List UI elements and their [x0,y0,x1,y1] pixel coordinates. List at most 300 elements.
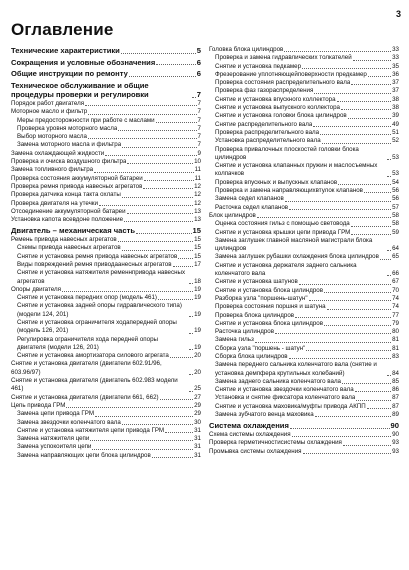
toc-entry-title: Замена топливного фильтра [11,166,94,174]
toc-entry-page: 19 [194,285,201,293]
dot-leader [127,213,194,214]
toc-entry-page: 7 [197,124,201,132]
dot-leader [144,180,194,181]
dot-leader [105,155,196,156]
toc-entry [209,448,399,456]
toc-entry-page: 49 [392,120,399,128]
toc-entry-page: 37 [392,87,399,95]
toc-entry-title: Порядок работ двигателя [11,99,85,107]
toc-entry [11,402,201,410]
toc-entry-title: Разборка узла "поршень-шатун" [215,294,308,302]
toc-entry [11,452,201,460]
toc-entry-title: Техническое обслуживание и общие процедуры проверки и регулировки [11,80,149,100]
toc-entry-page: 56 [392,195,399,203]
dot-leader [367,408,391,409]
toc-entry-title: Проверка и замена направляющихвтулок клапанов [215,187,363,195]
toc-section-entry [11,69,201,79]
dot-leader [88,138,197,139]
toc-entry [209,345,399,353]
toc-entry-title: Замена натяжителя цепи [17,435,90,443]
dot-leader [192,97,196,98]
toc-entry-title: Снятие и установка амортизатора силового агрегата [17,352,169,360]
dot-leader [368,76,391,77]
toc-entry-title: Проверка состояния аккумуляторной батареи [11,174,143,182]
toc-entry-title: Проверка ремня привода навесных агрегатов [11,182,143,190]
toc-entry-title: Проверка состояния поршня и шатуна [215,303,326,311]
toc-entry [209,46,399,54]
dot-leader [189,333,193,334]
toc-entry [209,121,399,129]
toc-entry-title: Проверка привалочных плоскостей головки блока цилиндров [215,145,359,161]
toc-entry-title: Двигатель – механическая часть [11,226,136,236]
dot-leader [257,217,391,218]
toc-entry-page: 19 [194,294,201,302]
dot-leader [66,407,193,408]
toc-entry-title: Проверка впускных и выпускных клапанов [215,178,338,186]
toc-entry-page: 54 [392,178,399,186]
toc-entry [11,100,201,108]
toc-entry-page: 85 [392,377,399,385]
toc-entry-title: Промывка системы охлаждения [209,447,302,455]
toc-entry-title: Замена охлаждающей жидкости [11,149,105,157]
toc-entry-page: 79 [392,319,399,327]
toc-entry [209,378,399,386]
toc-entry [11,208,201,216]
toc-entry-page: 87 [392,394,399,402]
toc-entry-title: Снятие и установка двигателя (двигатели 661, 662) [11,393,159,401]
toc-entry-page: 10 [194,158,201,166]
dot-leader [299,284,391,285]
toc-entry-page: 31 [194,451,201,459]
toc-entry [209,386,399,394]
toc-entry [209,320,399,328]
toc-entry [11,236,201,244]
dot-leader [302,68,391,69]
toc-right-column [209,46,399,456]
toc-entry-title: Цепь привода ГРМ [11,401,66,409]
toc-entry-page: 57 [392,203,399,211]
toc-entry-page: 15 [192,226,201,236]
toc-entry-page: 64 [392,245,399,253]
toc-entry-page: 13 [194,207,201,215]
toc-entry-title: Замена зубчатого венца маховика [215,411,314,419]
dot-leader [351,234,391,235]
toc-entry-page: 15 [194,252,201,260]
toc-entry-page: 29 [194,410,201,418]
dot-leader [348,118,391,119]
toc-entry [11,302,201,319]
toc-entry-title: Проверка блока цилиндров [215,311,295,319]
toc-entry-title: Сокращения и условные обозначения [11,57,156,67]
dot-leader [189,316,193,317]
toc-entry [11,336,201,353]
toc-entry-page: 37 [392,79,399,87]
toc-entry-title: Замена гильз [215,336,254,344]
dot-leader [158,299,193,300]
toc-entry-page: 31 [194,426,201,434]
dot-leader [387,375,391,376]
toc-entry-page: 93 [392,439,399,447]
dot-leader [178,258,193,259]
dot-leader [189,349,193,350]
toc-entry-title: Блок цилиндров [209,211,256,219]
dot-leader [284,51,391,52]
toc-entry [209,303,399,311]
toc-entry-title: Снятие и установка блока цилиндров [215,286,323,294]
toc-entry [209,361,399,378]
toc-entry-page: 59 [392,228,399,236]
toc-entry [209,229,399,237]
toc-entry [11,216,201,224]
toc-entry-title: Снятие распределительного вала [215,120,313,128]
toc-entry-title: Снятие и установка натяжителя ременнпривода навесных агрегатов [17,269,186,285]
toc-section-entry [11,226,201,236]
toc-entry-title: Выбор моторного масла [17,133,87,141]
dot-leader [313,126,391,127]
toc-entry [209,262,399,279]
toc-entry-page: 53 [392,170,399,178]
toc-entry [11,150,201,158]
toc-entry-page: 81 [392,336,399,344]
toc-entry-page: 33 [392,46,399,53]
toc-entry-title: Сборка блока цилиндров [215,352,288,360]
toc-entry-page: 38 [392,104,399,112]
toc-entry-page: 81 [392,344,399,352]
toc-entry-page: 20 [194,368,201,376]
toc-entry-title: Снятие и установка маховика/муфты привода АКПП [215,402,366,410]
toc-entry [209,287,399,295]
dot-leader [322,143,391,144]
dot-leader [92,449,193,450]
toc-entry-page: 11 [194,174,201,182]
toc-entry [209,104,399,112]
toc-entry-title: Замена переднего сальника коленчатого вала (снятие и установка демпфера крутильных колебаний) [215,361,377,377]
toc-entry-page: 80 [392,328,399,336]
dot-leader [122,147,196,148]
toc-entry-title: Проверка состояния распределительного вала [215,79,351,87]
dot-leader [189,391,193,392]
toc-entry-title: Установка распределительного вала [215,137,321,145]
toc-entry-page: 7 [197,108,201,116]
toc-entry [209,394,399,402]
toc-entry [11,117,201,125]
page-number: 3 [396,9,402,19]
dot-leader [387,250,391,251]
toc-entry-page: 7 [197,116,201,124]
dot-leader [95,416,193,417]
toc-entry-title: Схема системы охлаждения [209,430,291,438]
toc-entry-title: Замена заглушек рубашки охлаждения блока цилиндров [215,253,379,261]
dot-leader [343,445,391,446]
toc-entry-title: Расточка седел клапанов [215,203,289,211]
dot-leader [165,432,193,433]
toc-entry-title: Проверка и очиска воздушного фильтра [11,158,127,166]
dot-leader [341,109,391,110]
toc-entry-page: 53 [392,153,399,161]
toc-entry-page: 70 [392,286,399,294]
toc-entry-title: Снятие и установка блока цилиндров [215,319,323,327]
toc-entry [209,353,399,361]
dot-leader [255,342,391,343]
dot-leader [338,184,391,185]
toc-entry-title: Снятие и установка натяжителя цепи привода ГРМ [17,426,165,434]
dot-leader [118,130,196,131]
dot-leader [143,188,193,189]
toc-entry [11,419,201,427]
toc-entry-title: Система охлаждения [209,421,289,431]
dot-leader [156,122,197,123]
toc-entry [11,319,201,336]
toc-entry-title: Замена заднего сальника коленчатого вала [215,377,341,385]
toc-entry-page: 7 [197,141,201,149]
toc-entry [11,410,201,418]
dot-leader [387,176,391,177]
toc-entry-page: 17 [194,260,201,268]
toc-entry [11,294,201,302]
toc-entry [209,137,399,145]
toc-entry-title: Замена цепи привода ГРМ [17,410,94,418]
toc-entry-title: Снятие и установка выпускного коллектора [215,104,340,112]
toc-entry-page: 67 [392,278,399,286]
toc-entry-page: 86 [392,386,399,394]
toc-entry-page: 25 [194,385,201,393]
toc-entry-page: 19 [194,327,201,335]
toc-entry [209,71,399,79]
toc-entry [11,269,201,286]
toc-entry-page: 89 [392,411,399,419]
dot-leader [90,440,193,441]
toc-entry-title: Снятие и установка двигателя (двигатели 602.91/96, 603.96/97) [11,360,162,376]
toc-entry-page: 31 [194,443,201,451]
toc-entry-page: 65 [392,253,399,261]
toc-entry [11,427,201,435]
toc-entry-title: Снятие и установка задней опоры гидравлического типа) (модели 124, 201) [17,302,182,318]
toc-entry-page: 7 [197,133,201,141]
toc-entry-title: Проверка датчика конца такта охлаты [11,191,121,199]
toc-entry-title: Снятие и установка головки блока цилиндров [215,112,347,120]
toc-entry-page: 36 [392,70,399,78]
toc-entry [209,212,399,220]
toc-entry [209,112,399,120]
toc-entry [11,108,201,116]
toc-entry-title: Схемы привода навесных агрегатов [17,244,121,252]
dot-leader [337,101,392,102]
toc-entry-page: 74 [392,303,399,311]
toc-entry-page: 19 [194,310,201,318]
toc-entry [209,237,399,254]
toc-entry [209,195,399,203]
toc-entry-page: 35 [392,62,399,70]
toc-entry-page: 56 [392,187,399,195]
dot-leader [152,457,193,458]
toc-entry [209,54,399,62]
toc-entry-title: Виды повреждений ремня приводаанесных агрегатов [17,260,172,268]
dot-leader [121,53,196,54]
toc-entry-page: 7 [196,90,201,100]
dot-leader [320,134,391,135]
toc-entry-title: Регулировка ограничителя хода передней опоры двигателя (модели 126, 201) [17,335,158,351]
toc-entry [209,79,399,87]
dot-leader [327,309,391,310]
dot-leader [303,453,392,454]
toc-entry [11,158,201,166]
toc-entry [209,403,399,411]
dot-leader [355,391,391,392]
dot-leader [351,226,391,227]
dot-leader [315,416,391,417]
dot-leader [62,291,193,292]
toc-entry-title: Технические характеристики [11,46,120,55]
dot-leader [156,64,196,65]
dot-leader [324,292,391,293]
toc-entry-title: Снятие и установка ограничителя ходапередней опоры (модель 126, 201) [17,318,177,335]
toc-entry-title: Снятие и установка двигателя (двигатель 602.983 модели 461) [11,377,178,393]
toc-entry-title: Установка и снятие фиксатора коленчатого вала [215,394,356,402]
toc-entry-title: Проверка и замена гидравлических толкателей [215,54,352,62]
toc-entry-page: 12 [194,182,201,190]
toc-entry [209,146,399,163]
toc-entry [11,394,201,402]
toc-entry-page: 58 [392,220,399,228]
toc-entry-title: Моторное масло и фильтр [11,108,88,116]
toc-entry [11,191,201,199]
toc-entry-page: 30 [194,418,201,426]
toc-entry [11,377,201,394]
toc-entry-page: 12 [194,191,201,199]
dot-leader [173,266,194,267]
toc-entry [11,125,201,133]
toc-entry [209,179,399,187]
toc-section-entry [11,58,201,68]
toc-entry [11,352,201,360]
toc-entry-page: 83 [392,352,399,360]
toc-entry-page: 93 [392,447,399,455]
toc-entry-page: 90 [390,421,399,431]
toc-entry-title: Снятие и установка держателя заднего сальника коленчатого вала [215,261,357,278]
toc-entry-page: 27 [194,393,201,401]
toc-entry-title: Снятие и установка звездочки коленчатого вала [215,386,354,394]
toc-section-entry [209,421,399,431]
toc-entry [11,244,201,252]
toc-entry-page: 15 [194,236,201,244]
toc-entry-title: Замена седел клапанов [215,195,284,203]
toc-entry-title: Замена звездочки коленчатого вала [17,418,121,426]
toc-entry-title: Проверка распределительного вала [215,128,320,136]
dot-leader [88,114,196,115]
dot-leader [324,325,391,326]
toc-entry-title: Сборка узла "поршень - шатун" [215,344,306,352]
toc-entry-page: 13 [194,216,201,224]
toc-entry-page: 84 [392,369,399,377]
toc-entry [11,360,201,377]
toc-entry-title: Опоры двигателя [11,285,61,293]
toc-entry [11,443,201,451]
dot-leader [292,436,392,437]
toc-entry [11,175,201,183]
toc-entry-page: 29 [194,401,201,409]
toc-entry [11,253,201,261]
toc-entry-title: Снятие и установка шатунов [215,278,298,286]
toc-entry-title: Общие инструкции по ремонту [11,69,128,79]
dot-leader [387,275,391,276]
toc-entry-page: 6 [196,69,201,79]
toc-entry-page: 52 [392,137,399,145]
toc-entry-page: 19 [194,343,201,351]
toc-entry-title: Снятие и установка педкамер [215,62,302,70]
dot-leader [189,283,193,284]
toc-entry-title: Оценка состояния гильз с помощью световода [215,220,350,228]
toc-entry-page: 33 [392,54,399,62]
dot-leader [285,201,391,202]
toc-entry [209,129,399,137]
toc-entry-page: 5 [196,46,201,55]
dot-leader [364,192,391,193]
toc-entry-page: 18 [194,277,201,285]
dot-leader [99,205,193,206]
toc-left-column [11,46,201,460]
dot-leader [289,358,392,359]
toc-entry-page: 9 [197,149,201,157]
dot-leader [314,93,391,94]
toc-entry [209,253,399,261]
dot-leader [127,163,193,164]
toc-entry [209,278,399,286]
toc-entry [209,328,399,336]
toc-entry-title: Замена моторного масла и фильтра [17,141,122,149]
toc-entry [11,200,201,208]
toc-entry-page: 58 [392,211,399,219]
toc-entry [209,87,399,95]
toc-entry-title: Снятие и установка крышки цепи привода ГРМ [215,228,351,236]
toc-entry [11,435,201,443]
toc-section-entry [11,81,201,100]
toc-entry-title: Отсоединение аккумуляторной батареи [11,207,126,215]
toc-entry-title: Проверка герметичностисистемы охлаждения [209,439,342,447]
dot-leader [85,105,196,106]
dot-leader [136,233,192,234]
toc-entry [11,261,201,269]
toc-entry-page: 87 [392,402,399,410]
toc-entry-title: Меры предосторожности при работе с маслами [17,116,155,124]
toc-entry-page: 15 [194,244,201,252]
toc-entry-page: 90 [392,430,399,438]
toc-entry [209,204,399,212]
toc-entry [209,336,399,344]
dot-leader [289,209,391,210]
toc-entry-title: Проверка двигателя на утечки [11,199,98,207]
toc-entry [209,439,399,447]
toc-entry-title: Проверка уровня моторного масла [17,124,118,132]
toc-entry-page: 66 [392,270,399,278]
toc-entry-title: Снятие и установка передних опор (модель 461) [17,294,157,302]
toc-entry [209,411,399,419]
dot-leader [122,250,193,251]
toc-section-entry [11,46,201,56]
toc-entry-page: 7 [197,99,201,107]
toc-entry-page: 74 [392,294,399,302]
toc-entry [11,166,201,174]
toc-entry [209,63,399,71]
toc-entry-title: Снятие и установка впускного коллектора [215,95,336,103]
toc-entry-page: 31 [194,435,201,443]
toc-entry-page: 11 [194,166,201,174]
dot-leader [356,400,391,401]
toc-entry [209,96,399,104]
toc-entry-page: 77 [392,311,399,319]
toc-entry-title: Замена успокоителя цепи [17,443,92,451]
dot-leader [295,317,391,318]
toc-entry-page: 20 [194,352,201,360]
